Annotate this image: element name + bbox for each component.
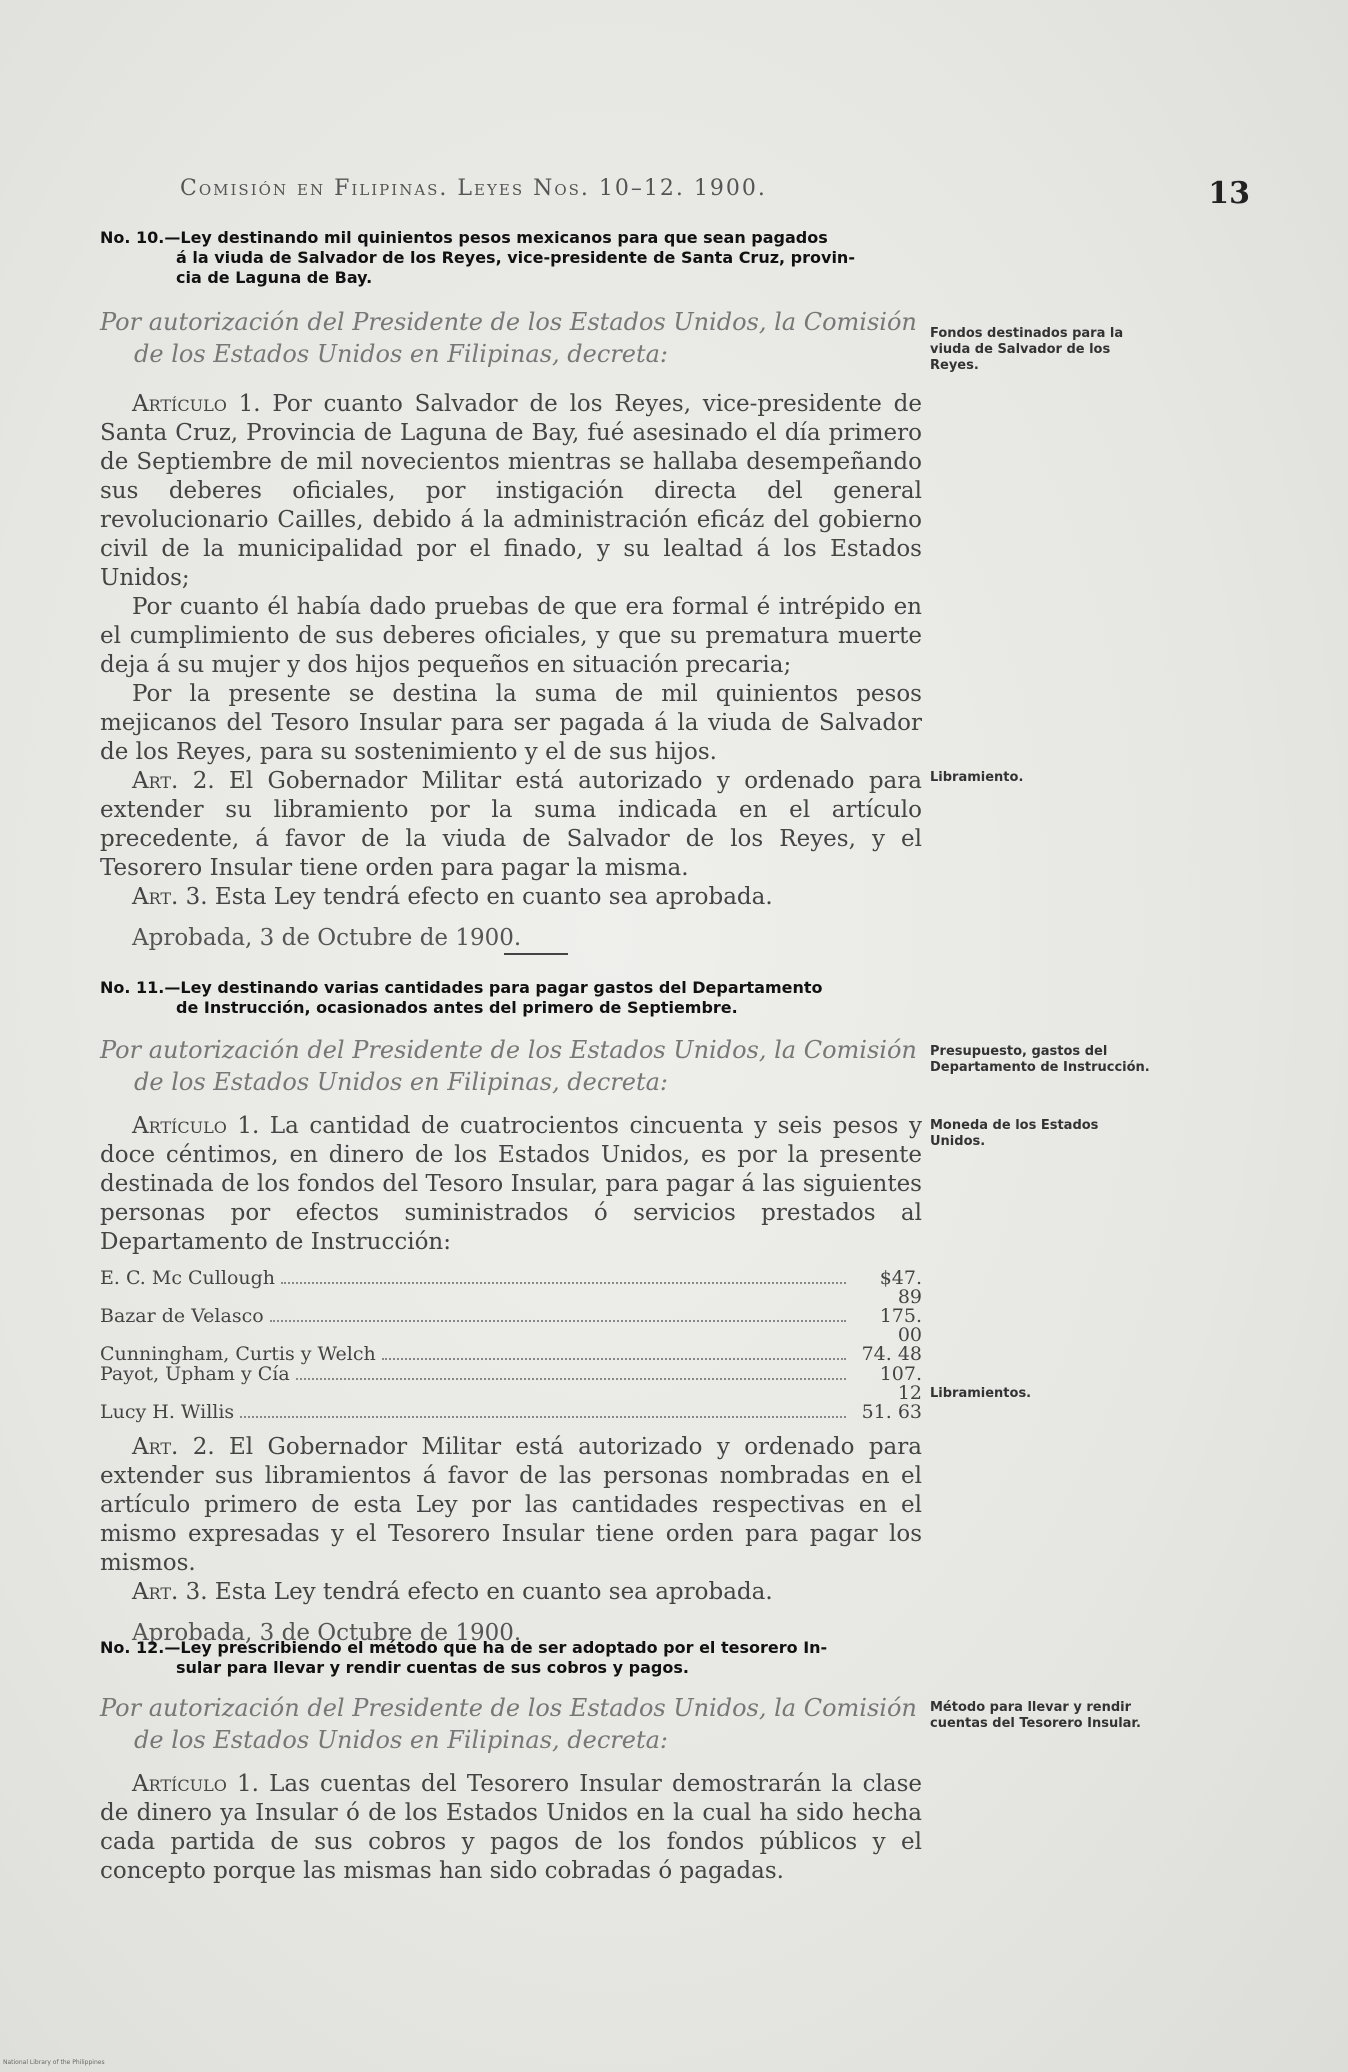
margin-note: Libramientos. — [930, 1386, 1032, 1401]
library-footer: National Library of the Philippines — [3, 2059, 105, 2066]
law-11-preamble: Por autorización del Presidente de los Estados Unidos, la Comisión de los Estados Unidos en Filipinas, decreta: — [100, 1036, 917, 1096]
margin-note: Método para llevar y rendir cuentas del Tesorero Insular. — [930, 1700, 1141, 1731]
section-divider — [504, 953, 568, 955]
payee-row: Bazar de Velasco 175. 00 — [100, 1305, 922, 1346]
law-11-body-cont — [100, 1433, 922, 1648]
law-10 — [100, 228, 922, 953]
approval-date: Aprobada, 3 de Octubre de 1900. — [132, 925, 522, 951]
paragraph: Por la presente se destina la suma de mil quinientos pesos mejicanos del Tesoro Insular para ser pagada á la viuda de Salvador de los Reyes, para su sostenimiento y el de sus hijos. — [100, 681, 922, 765]
approval-date: Aprobada, 3 de Octubre de 1900. — [132, 1620, 522, 1646]
paragraph: Por cuanto él había dado pruebas de que era formal é intrépido en el cumplimiento de sus deberes oficiales, y que su prematura muerte deja á su mujer y dos hijos pequeños en situación precaria; — [100, 594, 922, 678]
payee-row: Cunningham, Curtis y Welch 74. 48 — [100, 1343, 922, 1365]
law-number: No. 10. — [100, 228, 165, 247]
article-3: Art. 3. Esta Ley tendrá efecto en cuanto sea aprobada. — [132, 1579, 773, 1605]
payee-row: E. C. Mc Cullough $47. 89 — [100, 1267, 922, 1308]
law-number: No. 11. — [100, 978, 165, 997]
article-2: Art. 2. El Gobernador Militar está autorizado y ordenado para extender su libramiento por la suma indicada en el artículo precedente, á favor de la viuda de Salvador de los Reyes, y el Tesorero Insular tiene orden para pagar la misma. — [100, 768, 922, 881]
law-number: No. 12. — [100, 1638, 165, 1657]
article-2: Art. 2. El Gobernador Militar está autorizado y ordenado para extender sus libramientos á favor de las personas nombradas en el artículo primero de esta Ley por las cantidades respectivas en el mismo expresadas y el Tesorero Insular tiene orden para pagar los mismos. — [100, 1434, 922, 1576]
running-head: Comisión en Filipinas. Leyes Nos. 10–12. 1900. — [180, 176, 767, 201]
law-11 — [100, 978, 922, 1648]
payee-row: Payot, Upham y Cía 107. 12 — [100, 1363, 922, 1404]
article-1: Artículo 1. Las cuentas del Tesorero Insular demostrarán la clase de dinero ya Insular ó de los Estados Unidos en la cual ha sido hecha cada partida de sus cobros y pagos de los fondos públicos y el concepto porque las mismas han sido cobradas ó pagadas. — [100, 1771, 923, 1884]
margin-note: Moneda de los Estados Unidos. — [930, 1118, 1099, 1149]
margin-note: Libramiento. — [930, 770, 1024, 785]
law-11-body — [100, 1112, 922, 1257]
page-number: 13 — [1208, 176, 1250, 211]
law-12-title: No. 12.—Ley prescribiendo el método que ha de ser adoptado por el tesorero In- sular para llevar y rendir cuentas de sus cobros y pagos. — [100, 1638, 828, 1677]
law-12-body — [100, 1770, 922, 1886]
law-10-preamble: Por autorización del Presidente de los Estados Unidos, la Comisión de los Estados Unidos en Filipinas, decreta: — [100, 308, 917, 368]
payee-list — [100, 1269, 922, 1423]
law-12 — [100, 1638, 922, 1886]
law-10-title: No. 10.—Ley destinando mil quinientos pesos mexicanos para que sean pagados á la viuda de Salvador de los Reyes, vice-presidente de Santa Cruz, provin- cia de Laguna de Bay. — [100, 228, 855, 287]
article-1: Artículo 1. Por cuanto Salvador de los Reyes, vice-presidente de Santa Cruz, Provincia de Laguna de Bay, fué asesinado el día primero de Septiembre de mil novecientos mientras se hallaba desempeñando sus deberes oficiales, por instigación directa del general revolucionario Cailles, debido á la administración eficáz del gobierno civil de la municipalidad por el finado, y su lealtad á los Estados Unidos; — [100, 391, 922, 591]
law-11-title: No. 11.—Ley destinando varias cantidades para pagar gastos del Departamento de Instrucción, ocasionados antes del primero de Septiembre. — [100, 978, 823, 1017]
law-12-preamble: Por autorización del Presidente de los Estados Unidos, la Comisión de los Estados Unidos en Filipinas, decreta: — [100, 1694, 917, 1754]
margin-note: Presupuesto, gastos del Departamento de Instrucción. — [930, 1044, 1150, 1075]
margin-note: Fondos destinados para la viuda de Salvador de los Reyes. — [930, 326, 1124, 373]
payee-row: Lucy H. Willis 51. 63 — [100, 1401, 922, 1423]
article-1: Artículo 1. La cantidad de cuatrocientos cincuenta y seis pesos y doce céntimos, en dinero de los Estados Unidos, es por la presente destinada de los fondos del Tesoro Insular, para pagar á las siguientes personas por efectos suministrados ó servicios prestados al Departamento de Instrucción: — [100, 1113, 922, 1255]
law-10-body — [100, 390, 922, 953]
article-3: Art. 3. Esta Ley tendrá efecto en cuanto sea aprobada. — [132, 884, 773, 910]
